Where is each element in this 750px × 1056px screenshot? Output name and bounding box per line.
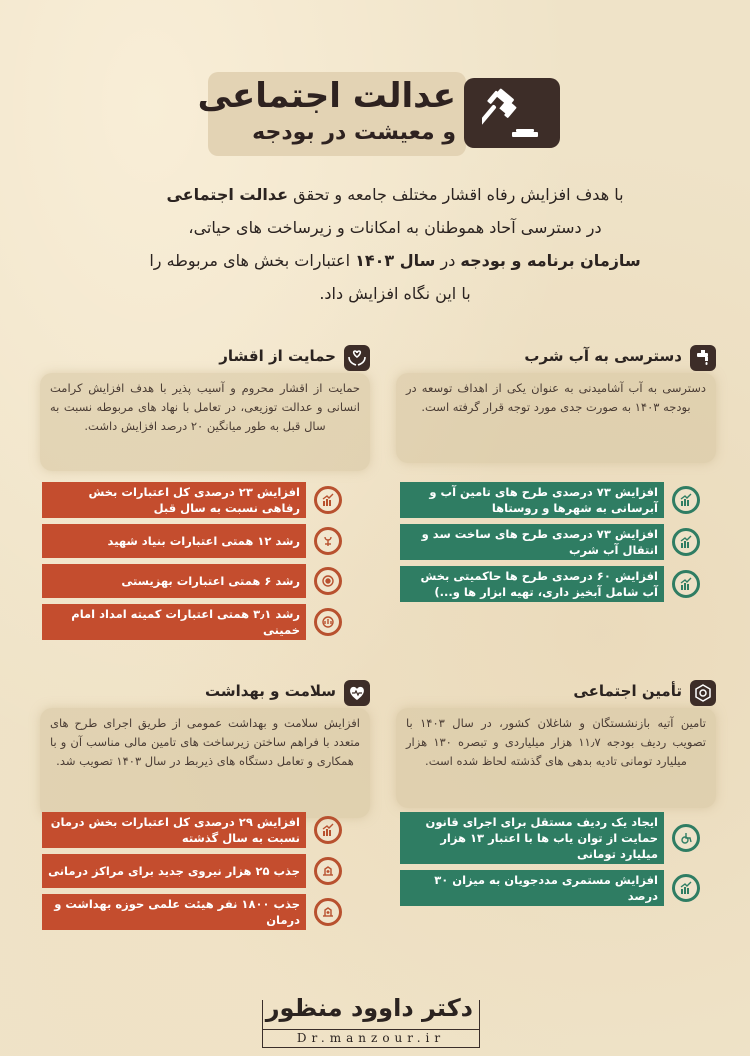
- list-item: [400, 870, 700, 906]
- section-header: [40, 345, 370, 373]
- heart-pulse-icon: [344, 680, 370, 706]
- item-text: افزایش ۷۳ درصدی طرح های ساخت سد و انتقال آب شرب: [400, 524, 664, 560]
- logo-website: Dr.manzour.ir: [263, 1029, 479, 1047]
- intro-highlight: عدالت اجتماعی: [166, 185, 289, 204]
- intro-line-4: با این نگاه افزایش داد.: [319, 284, 471, 303]
- item-text: افزایش ۷۳ درصدی طرح های تامین آب و آبرسانی به شهرها و روستاها: [400, 482, 664, 518]
- section-health: [40, 680, 370, 818]
- social-security-icon: [690, 680, 716, 706]
- page-title: عدالت اجتماعی: [197, 76, 456, 116]
- growth-chart-icon: [314, 816, 342, 844]
- section-social-security: [390, 680, 716, 808]
- list-item: [400, 566, 700, 602]
- growth-chart-icon: [672, 874, 700, 902]
- relief-committee-icon: [314, 608, 342, 636]
- list-item: [400, 524, 700, 560]
- logo-persian-name: دکتر داوود منظور: [265, 994, 473, 1022]
- author-logo: [262, 994, 480, 1048]
- item-text: افزایش مستمری مددجویان به میزان ۳۰ درصد: [400, 870, 664, 906]
- header: [197, 70, 560, 158]
- intro-highlight: سازمان برنامه و بودجه: [460, 251, 641, 270]
- section-description: تامین آتیه بازنشستگان و شاغلان کشور، در سال ۱۴۰۳ با تصویب ردیف بودجه ۱۱٫۷ هزار میلیاردی و تبصره ۱۳۰ هزار میلیارد تومانی تادیه بدهی های گذشته لحاظ شده است.: [396, 708, 716, 808]
- hands-heart-icon: [344, 345, 370, 371]
- health-items-list: [42, 812, 342, 936]
- item-text: افزایش ۲۳ درصدی کل اعتبارات بخش رفاهی نسبت به سال قبل: [42, 482, 306, 518]
- growth-chart-icon: [672, 486, 700, 514]
- section-header: [390, 680, 716, 708]
- water-items-list: [400, 482, 700, 608]
- section-water-access: [390, 345, 716, 463]
- health-ministry-icon: [314, 857, 342, 885]
- intro-text: با هدف افزایش رفاه اقشار مختلف جامعه و تحقق: [288, 185, 624, 204]
- section-title: حمایت از اقشار: [219, 347, 336, 365]
- intro-highlight: سال ۱۴۰۳: [355, 251, 436, 270]
- water-tap-icon: [690, 345, 716, 371]
- list-item: [42, 604, 342, 640]
- gavel-icon: [464, 78, 560, 148]
- intro-line-2: در دسترسی آحاد هموطنان به امکانات و زیرساخت های حیاتی،: [188, 218, 602, 237]
- list-item: [400, 482, 700, 518]
- section-header: [390, 345, 716, 373]
- item-text: افزایش ۲۹ درصدی کل اعتبارات بخش درمان نسبت به سال گذشته: [42, 812, 306, 848]
- tulip-emblem-icon: [314, 527, 342, 555]
- list-item: [42, 524, 342, 558]
- item-text: جذب ۲۵ هزار نیروی جدید برای مراکز درمانی: [42, 854, 306, 888]
- intro-line-1: [80, 178, 710, 211]
- section-title: دسترسی به آب شرب: [524, 347, 682, 365]
- section-title: تأمین اجتماعی: [573, 682, 682, 700]
- growth-chart-icon: [672, 528, 700, 556]
- section-vulnerable-support: [40, 345, 370, 471]
- item-text: جذب ۱۸۰۰ نفر هیئت علمی حوزه بهداشت و درمان: [42, 894, 306, 930]
- item-text: رشد ۶ همتی اعتبارات بهزیستی: [42, 564, 306, 598]
- section-description: دسترسی به آب آشامیدنی به عنوان یکی از اهداف توسعه در بودجه ۱۴۰۳ به صورت جدی مورد توجه قرار گرفته است.: [396, 373, 716, 463]
- growth-chart-icon: [672, 570, 700, 598]
- growth-chart-icon: [314, 486, 342, 514]
- intro-paragraph: [80, 178, 710, 310]
- welfare-emblem-icon: [314, 567, 342, 595]
- insurance-items-list: [400, 812, 700, 912]
- page-subtitle: و معیشت در بودجه: [252, 120, 456, 145]
- list-item: [42, 812, 342, 848]
- section-header: [40, 680, 370, 708]
- intro-line-3: [80, 244, 710, 277]
- list-item: [42, 564, 342, 598]
- item-text: افزایش ۶۰ درصدی طرح ها حاکمیتی بخش آب شامل آبخیز داری، تهیه ابزار ها و...): [400, 566, 664, 602]
- intro-text: اعتبارات بخش های مربوطه را: [149, 251, 356, 270]
- item-text: رشد ۳٫۱ همتی اعتبارات کمیته امداد امام خمینی: [42, 604, 306, 640]
- wheelchair-icon: [672, 824, 700, 852]
- list-item: [400, 812, 700, 864]
- list-item: [42, 854, 342, 888]
- item-text: ایجاد یک ردیف مستقل برای اجرای قانون حمایت از توان یاب ها با اعتبار ۱۳ هزار میلیارد تومانی: [400, 812, 664, 864]
- list-item: [42, 894, 342, 930]
- section-description: افزایش سلامت و بهداشت عمومی از طریق اجرای طرح های متعدد با فراهم ساختن زیرساخت های تامین مالی مناسب آن و با همکاری و تعامل دستگاه های ذیربط در سال ۱۴۰۳ تصویب شد.: [40, 708, 370, 818]
- list-item: [42, 482, 342, 518]
- intro-text: در: [435, 251, 461, 270]
- item-text: رشد ۱۲ همتی اعتبارات بنیاد شهید: [42, 524, 306, 558]
- section-description: حمایت از اقشار محروم و آسیب پذیر با هدف افزایش کرامت انسانی و عدالت توزیعی، در تعامل با نهاد های مربوطه نسبت به سال قبل به طور میانگین ۲۰ درصد افزایش داشت.: [40, 373, 370, 471]
- section-title: سلامت و بهداشت: [204, 682, 336, 700]
- health-ministry-icon: [314, 898, 342, 926]
- support-items-list: [42, 482, 342, 646]
